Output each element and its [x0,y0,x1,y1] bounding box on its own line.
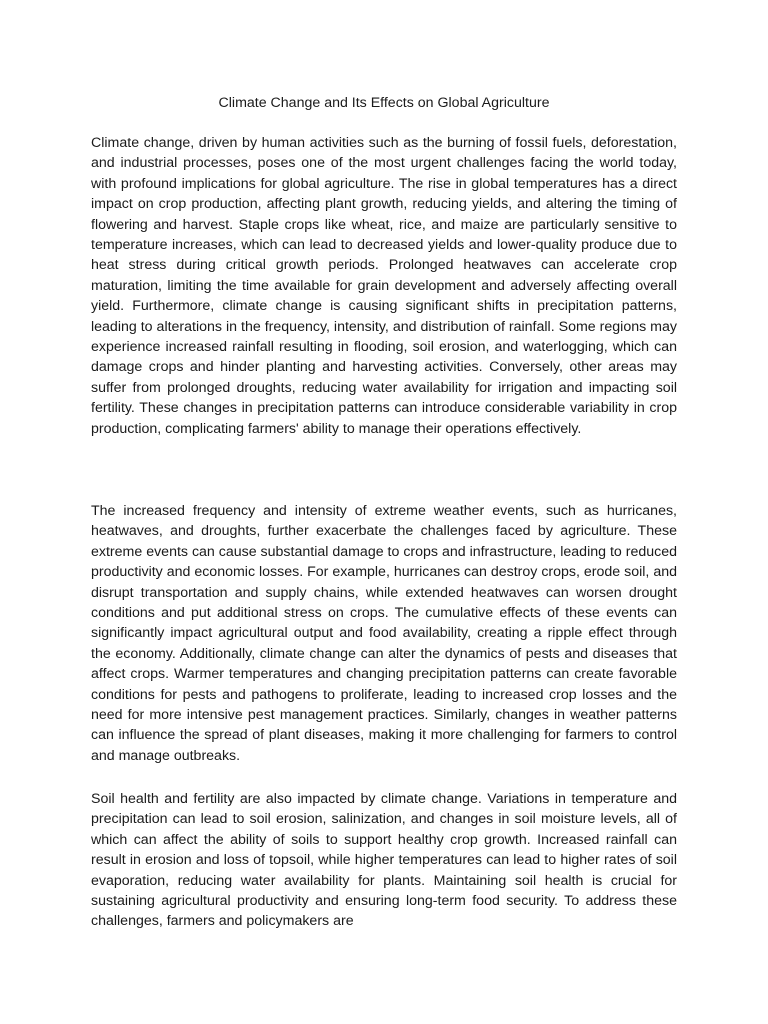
document-title: Climate Change and Its Effects on Global Agriculture [218,95,550,111]
paragraph-3: Soil health and fertility are also impacted by climate change. Variations in temperature and precipitation can lead to soil erosion, salinization, and changes in soil moisture levels, all of which can affect the ability of soils to support healthy crop growth. Increased rainfall can result in erosion and loss of topsoil, while higher temperatures can lead to higher rates of soil evaporation, reducing water availability for plants. Maintaining soil health is crucial for sustaining agricultural productivity and ensuring long-term food security. To address these challenges, farmers and policymakers are [91,791,677,930]
paragraph-2: The increased frequency and intensity of extreme weather events, such as hurricanes, heatwaves, and droughts, further exacerbate the challenges faced by agriculture. These extreme events can cause substantial damage to crops and infrastructure, leading to reduced productivity and economic losses. For example, hurricanes can destroy crops, erode soil, and disrupt transportation and supply chains, while extended heatwaves can worsen drought conditions and put additional stress on crops. The cumulative effects of these events can significantly impact agricultural output and food availability, creating a ripple effect through the economy. Additionally, climate change can alter the dynamics of pests and diseases that affect crops. Warmer temperatures and changing precipitation patterns can create favorable conditions for pests and pathogens to proliferate, leading to increased crop losses and the need for more intensive pest management practices. Similarly, changes in weather patterns can influence the spread of plant diseases, making it more challenging for farmers to control and manage outbreaks. [91,503,677,764]
paragraph-1: Climate change, driven by human activities such as the burning of fossil fuels, deforestation, and industrial processes, poses one of the most urgent challenges facing the world today, with profound implications for global agriculture. The rise in global temperatures has a direct impact on crop production, affecting plant growth, reducing yields, and altering the timing of flowering and harvest. Staple crops like wheat, rice, and maize are particularly sensitive to temperature increases, which can lead to decreased yields and lower-quality produce due to heat stress during critical growth periods. Prolonged heatwaves can accelerate crop maturation, limiting the time available for grain development and adversely affecting overall yield. Furthermore, climate change is causing significant shifts in precipitation patterns, leading to alterations in the frequency, intensity, and distribution of rainfall. Some regions may experience increased rainfall resulting in flooding, soil erosion, and waterlogging, which can damage crops and hinder planting and harvesting activities. Conversely, other areas may suffer from prolonged droughts, reducing water availability for irrigation and impacting soil fertility. These changes in precipitation patterns can introduce considerable variability in crop production, complicating farmers' ability to manage their operations effectively. [91,135,677,437]
